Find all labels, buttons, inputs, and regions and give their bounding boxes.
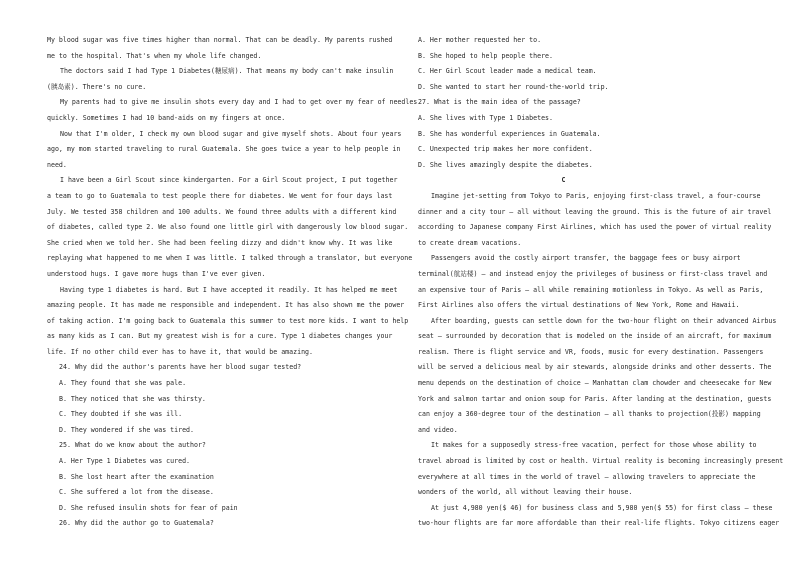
text-line: July. We tested 358 children and 100 adults. We found three adults with a different kind (47, 207, 397, 216)
text-line: as many kids as I can. But my greatest wish is for a cure. Type 1 diabetes changes your (47, 332, 393, 341)
option-25-d: D. She refused insulin shots for fear of pain (59, 503, 238, 512)
right-column (418, 33, 784, 532)
text-line: dinner and a city tour — all without leaving the ground. This is the future of air travel (418, 207, 772, 216)
text-line: me to the hospital. That's when my whole life changed. (47, 51, 262, 60)
text-line: I have been a Girl Scout since kindergarten. For a Girl Scout project, I put together (60, 176, 398, 185)
option-24-d: D. They wondered if she was tired. (59, 425, 194, 434)
text-line: wonders of the world, all without leaving their house. (418, 488, 633, 497)
text-line: First Airlines also offers the virtual destinations of New York, Rome and Hawaii. (418, 301, 740, 310)
option-24-b: B. They noticed that she was thirsty. (59, 394, 206, 403)
text-line: of taking action. I'm going back to Guatemala this summer to test more kids. I want to help (47, 316, 409, 325)
option-25-c: C. She suffered a lot from the disease. (59, 488, 214, 497)
text-line: an expensive tour of Paris — all while remaining motionless in Tokyo. As well as Paris, (418, 285, 764, 294)
question-24: 24. Why did the author's parents have her blood sugar tested? (59, 363, 302, 372)
text-line: Now that I'm older, I check my own blood sugar and give myself shots. About four years (60, 129, 402, 138)
text-line: At just 4,980 yen($ 46) for business class and 5,980 yen($ 55) for first class — these (431, 503, 773, 512)
text-line: Imagine jet-setting from Tokyo to Paris, enjoying first-class travel, a four-course (431, 191, 761, 200)
option-27-a: A. She lives with Type 1 Diabetes. (418, 113, 553, 122)
option-25-b: B. She lost heart after the examination (59, 472, 214, 481)
option-27-b: B. She has wonderful experiences in Guatemala. (418, 129, 601, 138)
text-line: realism. There is flight service and VR, foods, music for every destination. Passengers (418, 347, 764, 356)
text-line: a team to go to Guatemala to test people there for diabetes. We went for four days last (47, 191, 393, 200)
option-24-a: A. They found that she was pale. (59, 379, 187, 388)
text-line: understood hugs. I gave more hugs than I've ever given. (47, 269, 266, 278)
text-line: and video. (418, 425, 458, 434)
option-24-c: C. They doubted if she was ill. (59, 410, 183, 419)
text-line: ago, my mom started traveling to rural Guatemala. She goes twice a year to help people in (47, 145, 401, 154)
text-line: York and salmon tartar and onion soup for Paris. After landing at the destination, guests (418, 394, 772, 403)
text-line: two-hour flights are far more affordable than their real-life flights. Tokyo citizens eager (418, 519, 780, 528)
text-line: life. If no other child ever has to have it, that would be amazing. (47, 347, 313, 356)
text-line: terminal(航站楼) — and instead enjoy the privileges of business or first-class travel and (418, 269, 768, 278)
option-26-d: D. She wanted to start her round-the-world trip. (418, 82, 609, 91)
text-line: to create dream vacations. (418, 238, 522, 247)
question-26: 26. Why did the author go to Guatemala? (59, 519, 214, 528)
left-column (47, 33, 418, 532)
text-line: quickly. Sometimes I had 10 band-aids on my fingers at once. (47, 113, 286, 122)
text-line: She cried when we told her. She had been feeling dizzy and didn't know why. It was like (47, 238, 393, 247)
text-line: seat — surrounded by decoration that is modeled on the inside of an aircraft, for maximum (418, 332, 772, 341)
text-line: My parents had to give me insulin shots every day and I had to get over my fear of needles (60, 98, 418, 107)
text-line: can enjoy a 360-degree tour of the destination — all thanks to projection(投影) mapping (418, 410, 761, 419)
text-line: Passengers avoid the costly airport transfer, the baggage fees or busy airport (431, 254, 741, 263)
text-line: menu depends on the destination of choice — Manhattan clam chowder and cheesecake for New (418, 379, 772, 388)
text-line: will be served a delicious meal by air stewards, alongside drinks and other desserts. The (418, 363, 772, 372)
text-line: (胰岛素). There's no cure. (47, 82, 147, 91)
text-line: The doctors said I had Type 1 Diabetes(糖尿病). That means my body can't make insulin (60, 67, 394, 76)
question-27: 27. What is the main idea of the passage? (418, 98, 581, 107)
option-27-d: D. She lives amazingly despite the diabetes. (418, 160, 593, 169)
text-line: of diabetes, called type 2. We also found one little girl with dangerously low blood sugar. (47, 223, 409, 232)
option-26-c: C. Her Girl Scout leader made a medical team. (418, 67, 597, 76)
option-25-a: A. Her Type 1 Diabetes was cured. (59, 457, 191, 466)
text-line: amazing people. It has made me responsible and independent. It has also shown me the power (47, 301, 405, 310)
text-line: After boarding, guests can settle down for the two-hour flight on their advanced Airbus (431, 316, 777, 325)
text-line: need. (47, 160, 67, 169)
text-line: My blood sugar was five times higher than normal. That can be deadly. My parents rushed (47, 36, 393, 44)
text-line: according to Japanese company First Airlines, which has used the power of virtual reality (418, 223, 772, 232)
section-heading: C (561, 176, 566, 185)
text-line: replaying what happened to me when I was little. I talked through a translator, but everyone (47, 254, 413, 263)
text-line: It makes for a supposedly stress-free vacation, perfect for those whose ability to (431, 441, 757, 450)
text-line: Having type 1 diabetes is hard. But I have accepted it readily. It has helped me meet (60, 285, 398, 294)
option-27-c: C. Unexpected trip makes her more confident. (418, 145, 593, 154)
text-line: travel abroad is limited by cost or health. Virtual reality is becoming increasingly present (418, 457, 784, 466)
question-25: 25. What do we know about the author? (59, 441, 206, 450)
option-26-b: B. She hoped to help people there. (418, 51, 553, 60)
text-line: everywhere at all times in the world of travel — allowing travelers to appreciate the (418, 472, 756, 481)
option-26-a: A. Her mother requested her to. (418, 36, 542, 44)
